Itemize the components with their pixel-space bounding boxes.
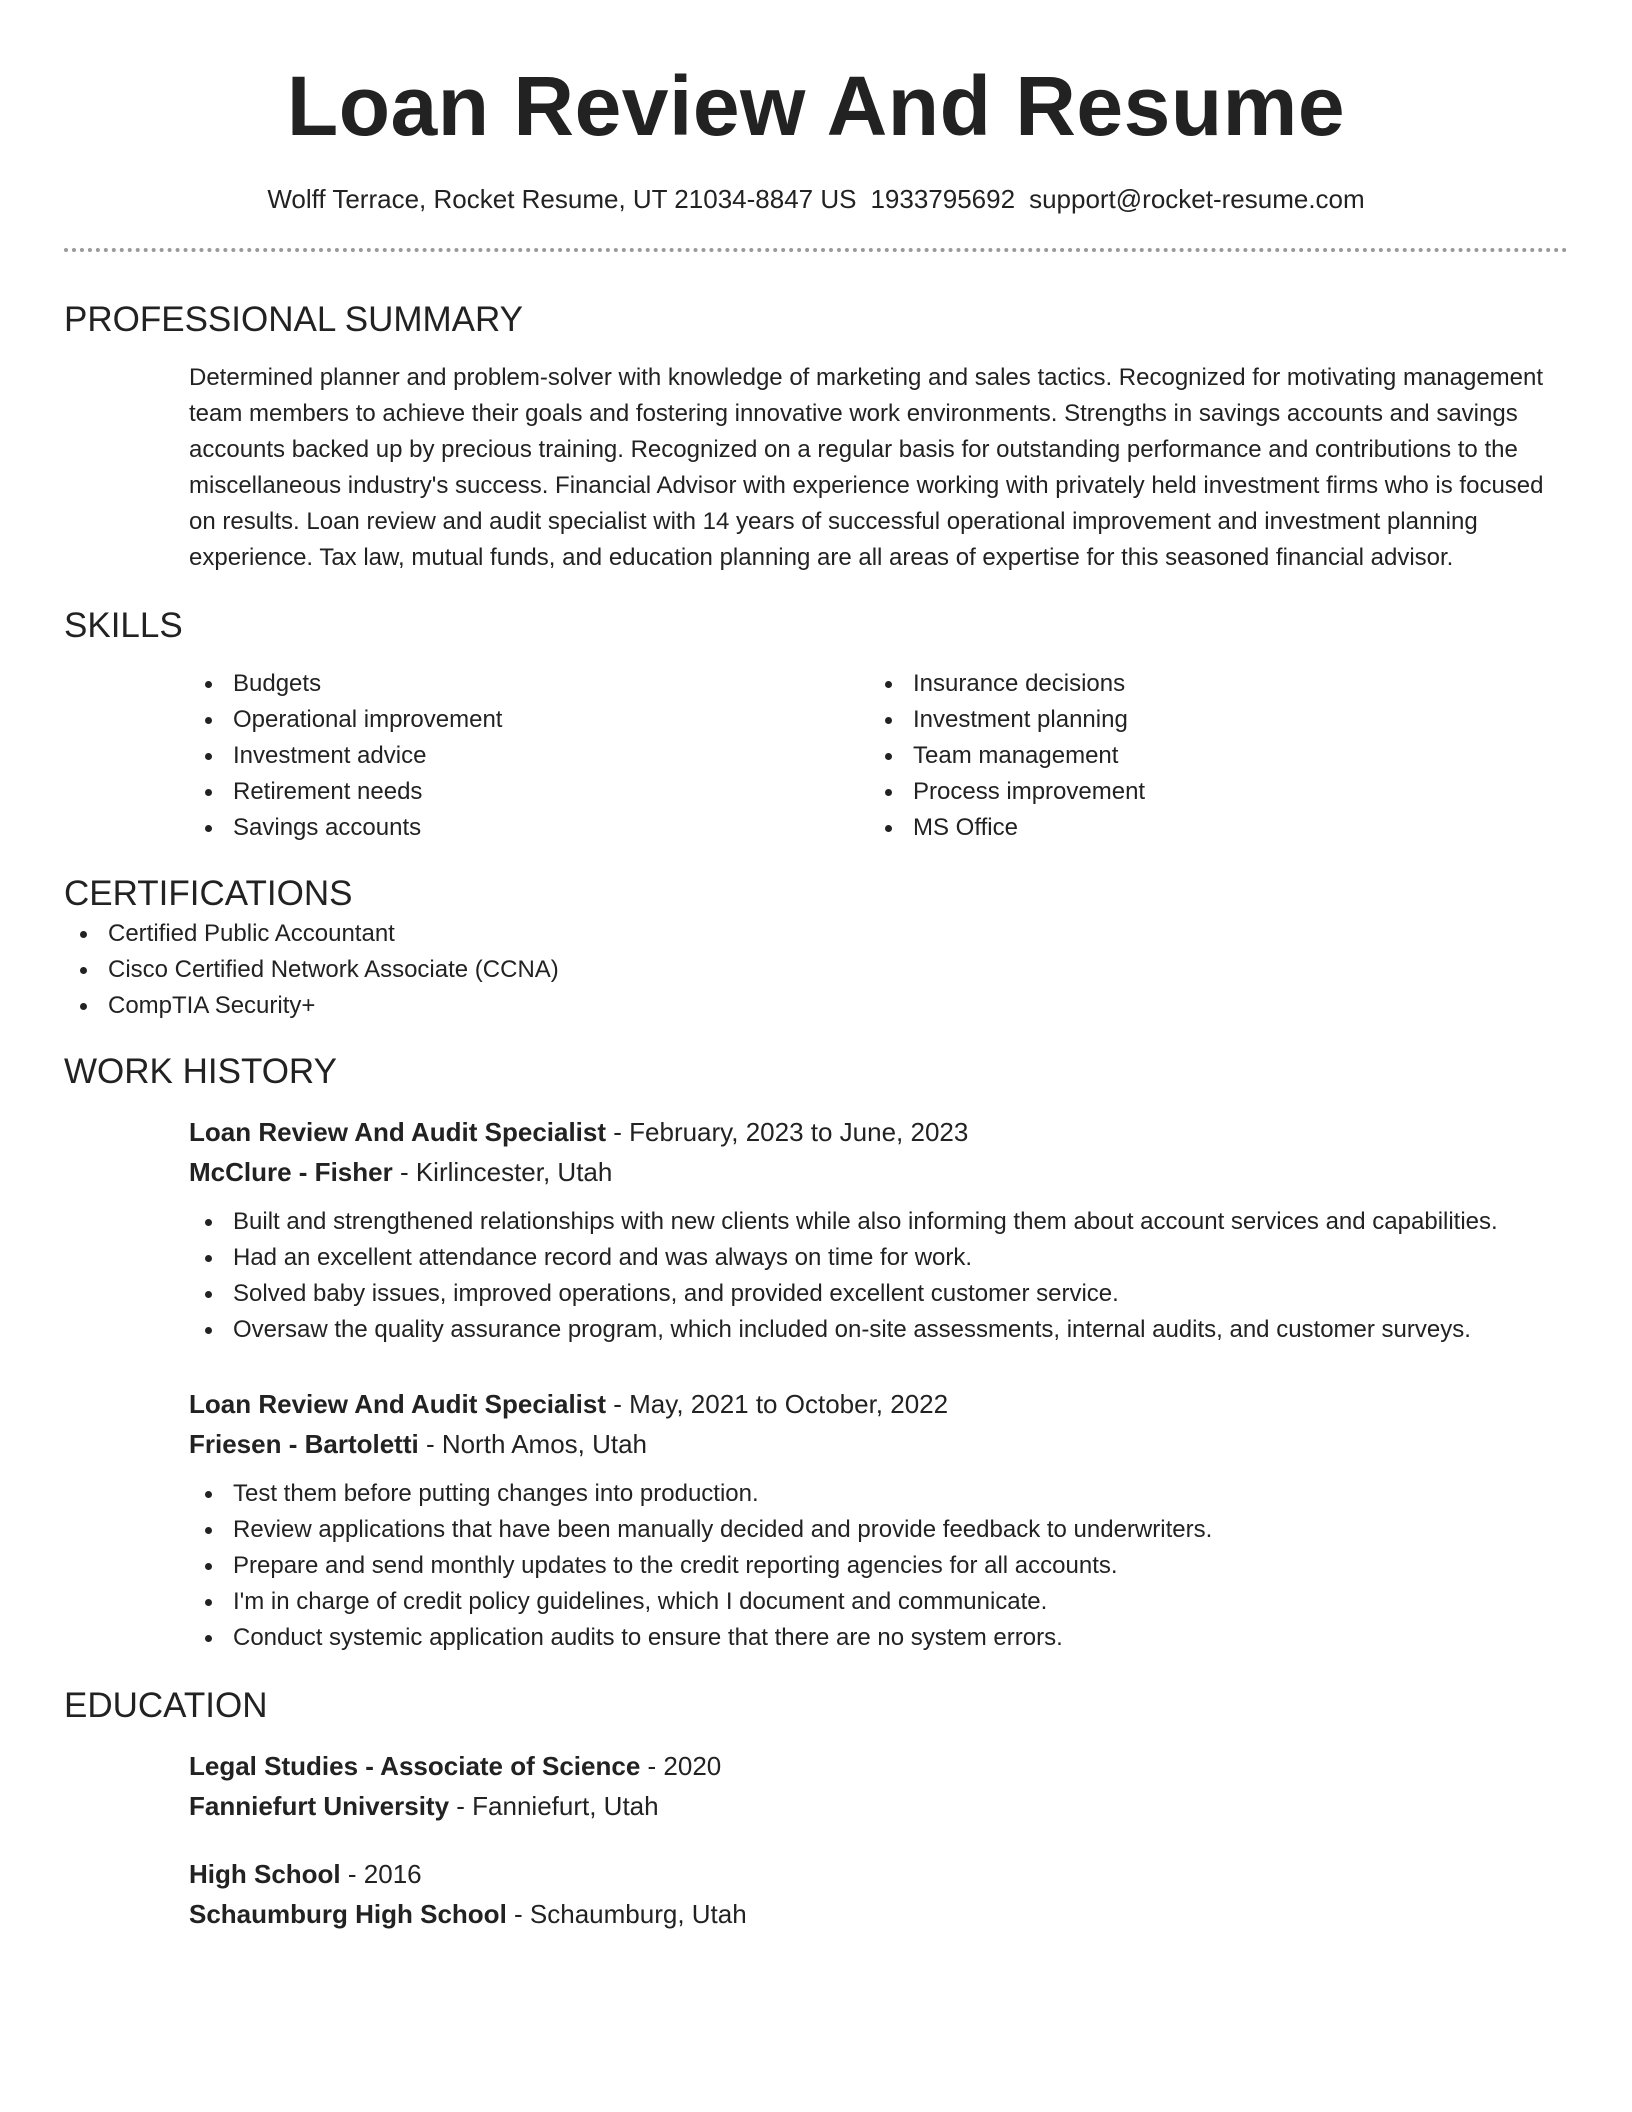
- job-location: - North Amos, Utah: [418, 1429, 648, 1459]
- job-title-line: [189, 1112, 1568, 1152]
- section-title-education: EDUCATION: [64, 1686, 268, 1725]
- education-school: Schaumburg High School: [189, 1899, 507, 1929]
- job-dates: - February, 2023 to June, 2023: [606, 1117, 969, 1147]
- education-year: - 2016: [340, 1859, 422, 1889]
- skills-column-right: [869, 666, 1549, 846]
- education-location: - Schaumburg, Utah: [506, 1899, 747, 1929]
- education-degree-line: [189, 1854, 1568, 1894]
- job-title: Loan Review And Audit Specialist: [189, 1389, 607, 1419]
- header-divider: [64, 248, 1568, 252]
- skill-item: Budgets: [189, 666, 869, 702]
- job-duties: [64, 1204, 1568, 1348]
- job-duty: Solved baby issues, improved operations, and provided excellent customer service.: [189, 1276, 1568, 1312]
- education-location: - Fanniefurt, Utah: [449, 1791, 659, 1821]
- section-title-work-history: WORK HISTORY: [64, 1052, 337, 1091]
- job-company: McClure - Fisher: [189, 1157, 393, 1187]
- job-company: Friesen - Bartoletti: [189, 1429, 419, 1459]
- section-title-certifications: CERTIFICATIONS: [64, 874, 353, 913]
- job-company-line: [189, 1424, 1568, 1464]
- job-title: Loan Review And Audit Specialist: [189, 1117, 607, 1147]
- skills-grid: [189, 666, 1568, 846]
- skill-item: Retirement needs: [189, 774, 869, 810]
- section-summary: [64, 298, 1568, 576]
- education-school: Fanniefurt University: [189, 1791, 450, 1821]
- skill-item: Insurance decisions: [869, 666, 1549, 702]
- section-certifications: [64, 872, 1568, 1024]
- job-company-line: [189, 1152, 1568, 1192]
- certification-item: Certified Public Accountant: [64, 916, 1568, 952]
- section-work-history: [64, 1050, 1568, 1656]
- education-entry: [189, 1854, 1568, 1934]
- job-dates: - May, 2021 to October, 2022: [606, 1389, 949, 1419]
- contact-line: [64, 182, 1568, 216]
- section-education: [64, 1684, 1568, 1934]
- section-title-summary: PROFESSIONAL SUMMARY: [64, 300, 523, 339]
- job-duty: Prepare and send monthly updates to the credit reporting agencies for all accounts.: [189, 1548, 1568, 1584]
- skill-item: Savings accounts: [189, 810, 869, 846]
- contact-address: Wolff Terrace, Rocket Resume, UT 21034-8847 US: [267, 184, 857, 214]
- resume-name: Loan Review And Resume: [286, 59, 1346, 153]
- skill-item: Investment planning: [869, 702, 1549, 738]
- summary-text: Determined planner and problem-solver with knowledge of marketing and sales tactics. Recognized for motivating management team members to achieve their goals and fostering innovative work environments. Strengths in savings accounts and savings accounts backed up by precious training. Recognized on a regular basis for outstanding performance and contributions to the miscellaneous industry's success. Financial Advisor with experience working with privately held investment firms who is focused on results. Loan review and audit specialist with 14 years of successful operational improvement and investment planning experience. Tax law, mutual funds, and education planning are all areas of expertise for this seasoned financial advisor.: [189, 364, 1544, 571]
- section-title-skills: SKILLS: [64, 606, 183, 645]
- job-duty: Built and strengthened relationships with new clients while also informing them about account services and capabilities.: [189, 1204, 1568, 1240]
- skills-column-left: [189, 666, 869, 846]
- education-degree: Legal Studies - Associate of Science: [189, 1751, 641, 1781]
- skill-item: Team management: [869, 738, 1549, 774]
- job-duty: Had an excellent attendance record and was always on time for work.: [189, 1240, 1568, 1276]
- job-duty: Test them before putting changes into production.: [189, 1476, 1568, 1512]
- job-duty: Conduct systemic application audits to ensure that there are no system errors.: [189, 1620, 1568, 1656]
- education-year: - 2020: [640, 1751, 722, 1781]
- job-duties: [189, 1476, 1568, 1656]
- education-school-line: [189, 1786, 1568, 1826]
- job-title-line: [189, 1384, 1568, 1424]
- certifications-list: [64, 916, 1568, 1024]
- job-duty: Oversaw the quality assurance program, which included on-site assessments, internal audits, and customer surveys.: [189, 1312, 1568, 1348]
- certification-item: Cisco Certified Network Associate (CCNA): [64, 952, 1568, 988]
- skill-item: MS Office: [869, 810, 1549, 846]
- skill-item: Investment advice: [189, 738, 869, 774]
- job-entry: [189, 1384, 1568, 1656]
- skill-item: Operational improvement: [189, 702, 869, 738]
- job-entry: [189, 1112, 1568, 1348]
- skill-item: Process improvement: [869, 774, 1549, 810]
- contact-email: support@rocket-resume.com: [1029, 184, 1365, 214]
- contact-phone: 1933795692: [870, 184, 1016, 214]
- job-location: - Kirlincester, Utah: [392, 1157, 613, 1187]
- certification-item: CompTIA Security+: [64, 988, 1568, 1024]
- education-degree-line: [189, 1746, 1568, 1786]
- education-degree: High School: [189, 1859, 341, 1889]
- education-entry: [189, 1746, 1568, 1826]
- job-duty: Review applications that have been manually decided and provide feedback to underwriters.: [189, 1512, 1568, 1548]
- section-skills: [64, 604, 1568, 846]
- education-school-line: [189, 1894, 1568, 1934]
- job-duty: I'm in charge of credit policy guidelines, which I document and communicate.: [189, 1584, 1568, 1620]
